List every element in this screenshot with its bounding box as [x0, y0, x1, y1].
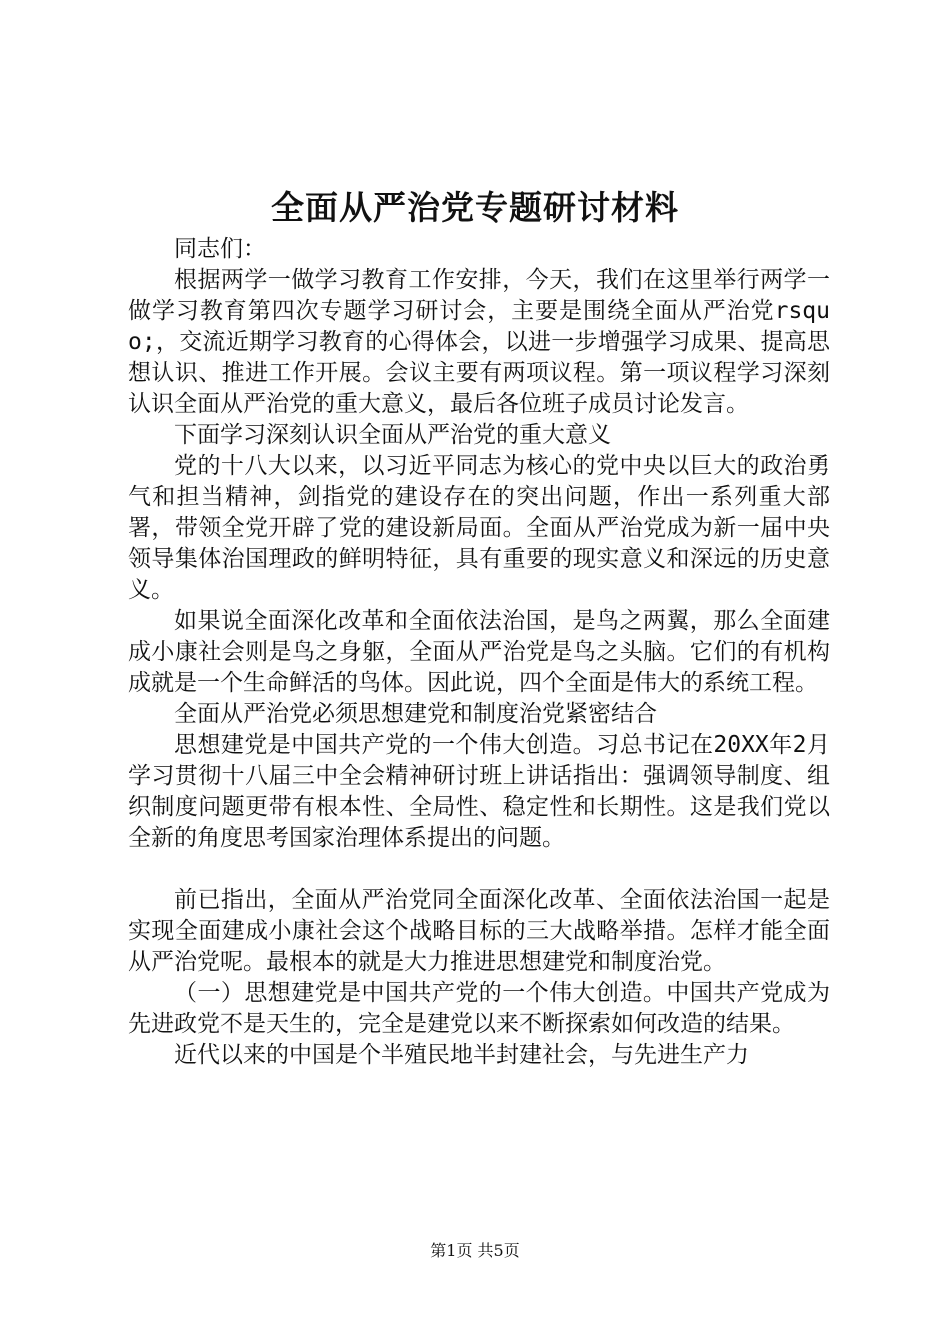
paragraph: 近代以来的中国是个半殖民地半封建社会，与先进生产力: [174, 1042, 749, 1068]
page-number: 第1页: [430, 1241, 473, 1260]
paragraph: （一）思想建党是中国共产党的一个伟大创造。中国共产党成为先进政党不是天生的，完全是建党以来不断探索如何改造的结果。: [128, 980, 830, 1037]
paragraph: 根据两学一做学习教育工作安排，今天，我们在这里举行两学一做学习教育第四次专题学习研讨会，主要是围绕全面从严治党rsquo;，交流近期学习教育的心得体会，以进一步增强学习成果、提高思想认识、推进工作开展。会议主要有两项议程。第一项议程学习深刻认识全面从严治党的重大意义，最后各位班子成员讨论发言。: [128, 267, 830, 417]
document-title: 全面从严治党专题研讨材料: [271, 188, 679, 227]
page-total: 共5页: [477, 1241, 520, 1260]
paragraph: 思想建党是中国共产党的一个伟大创造。习总书记在20XX年2月学习贯彻十八届三中全会精神研讨班上讲话指出：强调领导制度、组织制度问题更带有根本性、全局性、稳定性和长期性。这是我们党以全新的角度思考国家治理体系提出的问题。: [128, 732, 830, 851]
section-heading: 下面学习深刻认识全面从严治党的重大意义: [174, 422, 611, 448]
paragraph: 如果说全面深化改革和全面依法治国，是鸟之两翼，那么全面建成小康社会则是鸟之身躯，全面从严治党是鸟之头脑。它们的有机构成就是一个生命鲜活的鸟体。因此说，四个全面是伟大的系统工程。: [128, 608, 830, 696]
document-body: [128, 234, 830, 1071]
paragraph: 党的十八大以来，以习近平同志为核心的党中央以巨大的政治勇气和担当精神，剑指党的建设存在的突出问题，作出一系列重大部署，带领全党开辟了党的建设新局面。全面从严治党成为新一届中央领导集体治国理政的鲜明特征，具有重要的现实意义和深远的历史意义。: [128, 453, 830, 603]
salutation: 同志们：: [174, 236, 266, 262]
section-heading: 全面从严治党必须思想建党和制度治党紧密结合: [174, 701, 657, 727]
page-footer: [0, 1240, 950, 1262]
paragraph-gap: [128, 854, 830, 885]
paragraph: 前已指出，全面从严治党同全面深化改革、全面依法治国一起是实现全面建成小康社会这个战略目标的三大战略举措。怎样才能全面从严治党呢。最根本的就是大力推进思想建党和制度治党。: [128, 887, 830, 975]
